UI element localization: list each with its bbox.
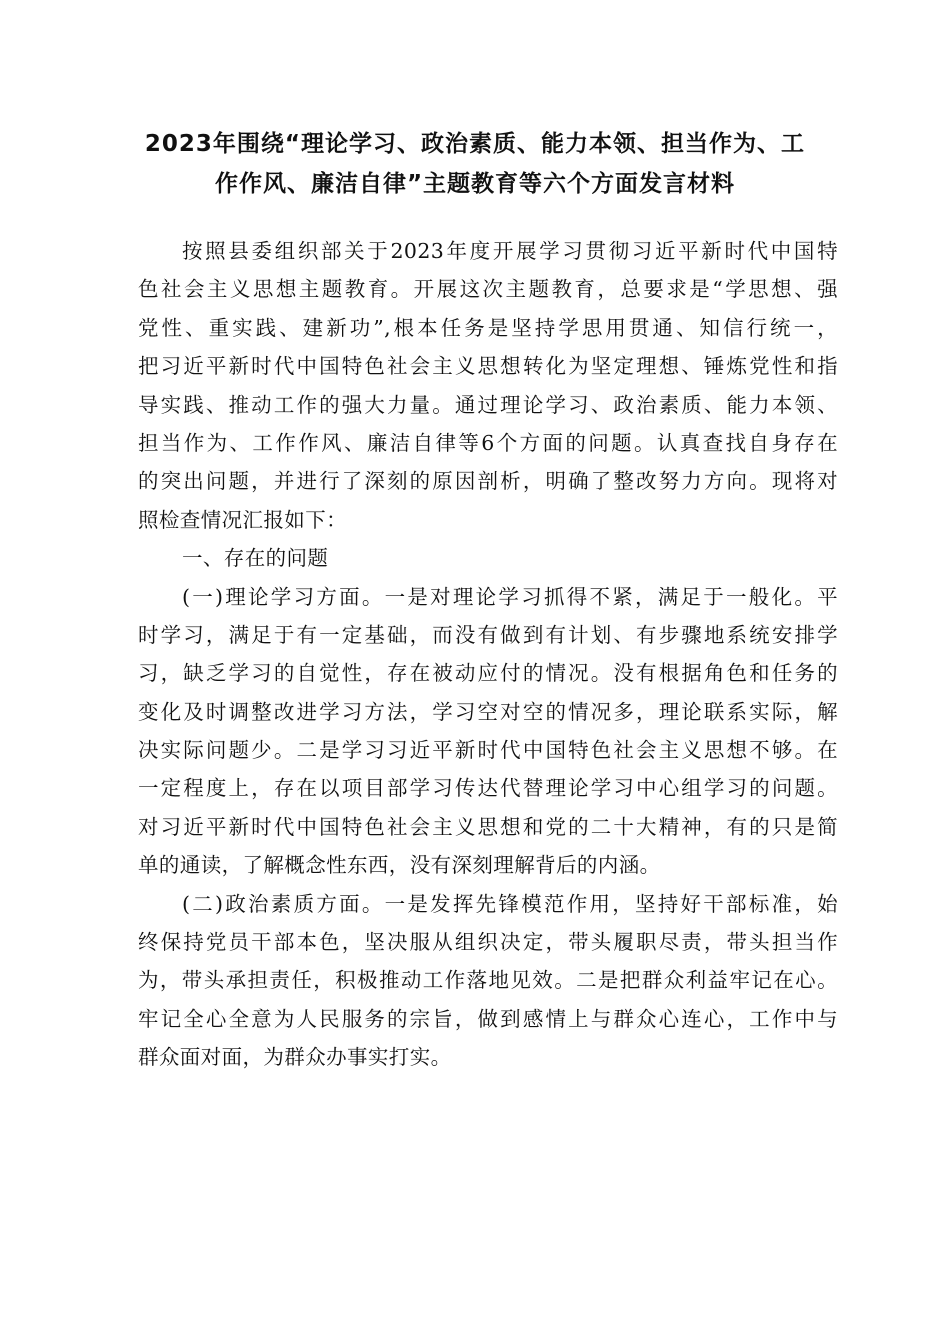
title-line-2: 作作风、廉洁自律”主题教育等六个方面发言材料 xyxy=(214,171,736,197)
paragraph-line: (一)理论学习方面。一是对理论学习抓得不紧，满足于一般化。平 xyxy=(182,584,838,609)
paragraph-line: 终保持党员干部本色，坚决服从组织决定，带头履职尽责，带头担当作 xyxy=(138,930,838,955)
paragraph-line: 按照县委组织部关于2023年度开展学习贯彻习近平新时代中国特 xyxy=(182,239,838,263)
paragraph-line: 群众面对面，为群众办事实打实。 xyxy=(138,1045,452,1070)
paragraph-line: 对习近平新时代中国特色社会主义思想和党的二十大精神，有的只是简 xyxy=(138,814,838,839)
paragraph-line: 时学习，满足于有一定基础，而没有做到有计划、有步骤地系统安排学 xyxy=(138,622,838,647)
paragraph-line: 担当作为、工作作风、廉洁自律等6个方面的问题。认真查找自身存在 xyxy=(138,430,838,455)
paragraph-line: 照检查情况汇报如下： xyxy=(138,507,347,532)
title-line-1: 2023年围绕“理论学习、政治素质、能力本领、担当作为、工 xyxy=(144,131,806,157)
paragraph-line: 一定程度上，存在以项目部学习传达代替理论学习中心组学习的问题。 xyxy=(138,776,838,801)
paragraph-line: 导实践、推动工作的强大力量。通过理论学习、政治素质、能力本领、 xyxy=(138,392,838,417)
paragraph-line: 把习近平新时代中国特色社会主义思想转化为坚定理想、锤炼党性和指 xyxy=(138,354,838,379)
paragraph-line: 牢记全心全意为人民服务的宗旨，做到感情上与群众心连心，工作中与 xyxy=(138,1006,838,1031)
paragraph-line: 党性、重实践、建新功”,根本任务是坚持学思用贯通、知信行统一， xyxy=(138,315,838,340)
paragraph-line: 为，带头承担责任，积极推动工作落地见效。二是把群众利益牢记在心。 xyxy=(138,968,838,993)
section-heading: 一、存在的问题 xyxy=(182,546,329,571)
paragraph-line: 的突出问题，并进行了深刻的原因剖析，明确了整改努力方向。现将对 xyxy=(138,469,838,494)
paragraph-line: (二)政治素质方面。一是发挥先锋模范作用，坚持好干部标准，始 xyxy=(182,891,838,916)
document-title xyxy=(120,124,830,204)
paragraph-line: 变化及时调整改进学习方法，学习空对空的情况多，理论联系实际，解 xyxy=(138,699,838,724)
paragraph-line: 单的通读，了解概念性东西，没有深刻理解背后的内涵。 xyxy=(138,853,661,878)
paragraph-line: 决实际问题少。二是学习习近平新时代中国特色社会主义思想不够。在 xyxy=(138,738,838,763)
document-body xyxy=(138,232,838,1077)
paragraph-line: 色社会主义思想主题教育。开展这次主题教育，总要求是“学思想、强 xyxy=(138,277,838,302)
paragraph-line: 习，缺乏学习的自觉性，存在被动应付的情况。没有根据角色和任务的 xyxy=(138,661,838,686)
